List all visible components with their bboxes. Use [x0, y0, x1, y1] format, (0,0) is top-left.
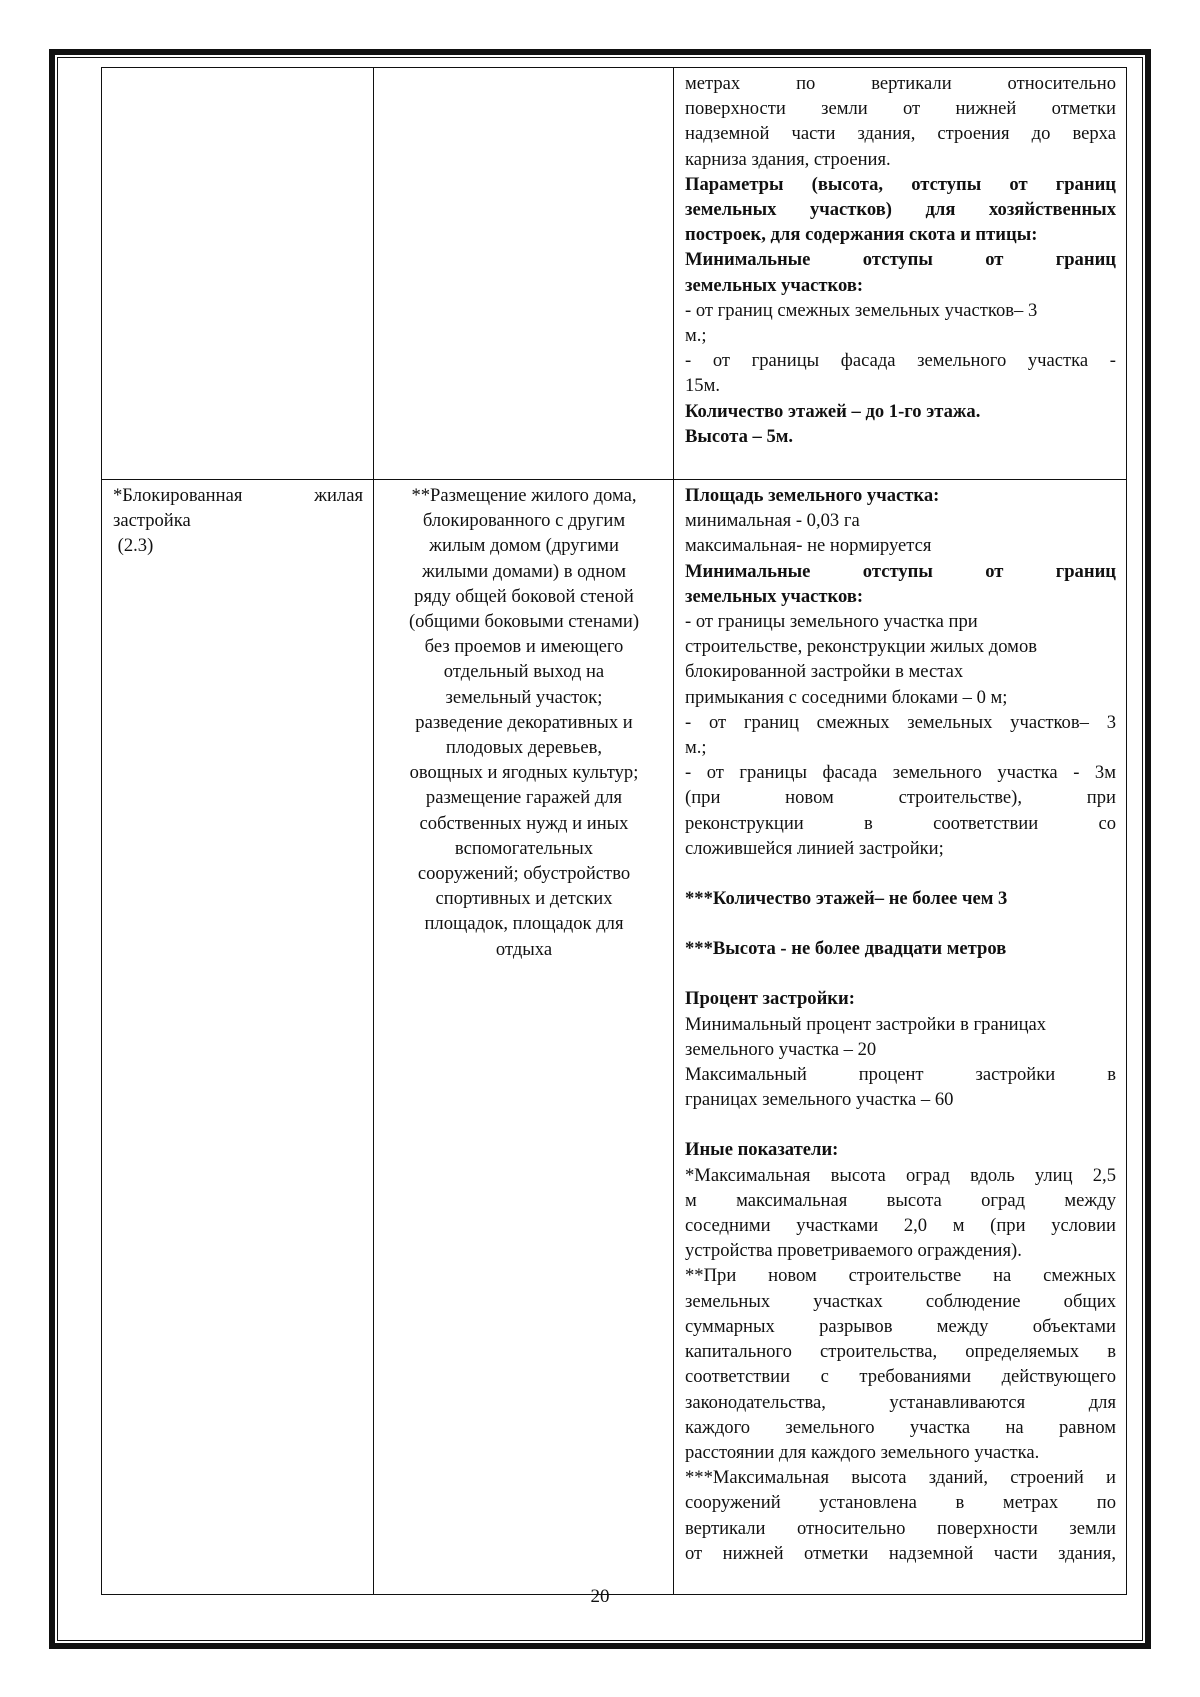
section-heading: построек, для содержания скота и птицы:	[685, 224, 1038, 246]
text-line: - от границы фасада земельного участка - 3м	[685, 762, 1116, 784]
use-type-name: *Блокированная жилая	[113, 485, 363, 506]
text-line: м.;	[685, 325, 707, 347]
text-line: карниза здания, строения.	[685, 148, 891, 170]
page-number: 20	[590, 1586, 610, 1607]
table-row	[102, 68, 1127, 480]
text-line: соответствии с требованиями действующего	[685, 1366, 1116, 1388]
text-line: - от границ смежных земельных участков– 3	[685, 711, 1116, 733]
text-line: - от границ смежных земельных участков– 3	[685, 299, 1038, 321]
section-heading: земельных участков) для хозяйственных	[685, 199, 1116, 221]
text-line: размещение гаражей для	[425, 787, 623, 809]
section-heading: Процент застройки:	[685, 988, 855, 1010]
text-line: - от границы земельного участка при	[685, 611, 978, 633]
spacer	[685, 1112, 1116, 1137]
text-line: без проемов и имеющего	[424, 636, 624, 658]
text-line: **При новом строительстве на смежных	[685, 1265, 1116, 1287]
text-line: законодательства, устанавливаются для	[685, 1391, 1116, 1413]
text-line: земельных участках соблюдение общих	[685, 1290, 1116, 1312]
text-line: метрах по вертикали относительно	[685, 73, 1116, 94]
spacer	[685, 961, 1116, 986]
cell-use-type	[102, 480, 374, 1595]
text-line: овощных и ягодных культур;	[409, 762, 639, 784]
text-line: разведение декоративных и	[415, 711, 633, 733]
text-line: отдыха	[495, 938, 553, 960]
section-heading: Минимальные отступы от границ	[685, 560, 1116, 582]
text-line: - от границы фасада земельного участка -	[685, 350, 1116, 372]
regulations-table	[101, 67, 1127, 1595]
text-line: Минимальный процент застройки в границах	[685, 1013, 1047, 1035]
use-type-name: застройка	[113, 510, 191, 532]
text-line: расстоянии для каждого земельного участка.	[685, 1441, 1040, 1463]
text-line: соседними участками 2,0 м (при условии	[685, 1215, 1116, 1237]
text-line: надземной части здания, строения до верха	[685, 123, 1116, 145]
text-line: каждого земельного участка на равном	[685, 1416, 1116, 1438]
text-line: жилым домом (другими	[429, 535, 619, 557]
text-line: *Максимальная высота оград вдоль улиц 2,5	[685, 1164, 1116, 1186]
cell-use-type	[102, 68, 374, 480]
text-line: земельного участка – 20	[685, 1038, 877, 1060]
table-row	[102, 480, 1127, 1595]
text-line: отдельный выход на	[443, 661, 605, 683]
text-line: земельный участок;	[445, 686, 603, 708]
spacer	[685, 861, 1116, 886]
text-line: вертикали относительно поверхности земли	[685, 1517, 1116, 1539]
text-line: м.;	[685, 737, 707, 759]
text-line: блокированного с другим	[422, 510, 626, 532]
section-heading: Площадь земельного участка:	[685, 485, 940, 506]
spacer	[685, 911, 1116, 936]
height-limit: ***Высота - не более двадцати метров	[685, 938, 1007, 960]
text-line: плодовых деревьев,	[445, 737, 603, 759]
section-heading: Минимальные отступы от границ	[685, 249, 1116, 271]
text-line: спортивных и детских	[435, 888, 613, 910]
text-line: сложившейся линией застройки;	[685, 837, 944, 859]
text-line: сооружений установлена в метрах по	[685, 1492, 1116, 1514]
text-line: ***Максимальная высота зданий, строений и	[685, 1467, 1116, 1489]
text-line: м максимальная высота оград между	[685, 1189, 1116, 1211]
height-limit: Высота – 5м.	[685, 425, 794, 447]
section-heading: земельных участков:	[685, 585, 864, 607]
text-line: капитального строительства, определяемых в	[685, 1341, 1116, 1363]
section-heading: Параметры (высота, отступы от границ	[685, 173, 1116, 195]
cell-parameters	[674, 68, 1127, 480]
cell-use-description	[374, 480, 674, 1595]
text-line: (при новом строительстве), при	[685, 787, 1116, 809]
text-line: реконструкции в соответствии со	[685, 812, 1116, 834]
text-line: поверхности земли от нижней отметки	[685, 98, 1116, 120]
text-line: минимальная - 0,03 га	[685, 510, 860, 532]
cell-use-description	[374, 68, 674, 480]
section-heading: Иные показатели:	[685, 1139, 839, 1161]
text-line: сооружений; обустройство	[417, 863, 631, 885]
text-line: строительстве, реконструкции жилых домов	[685, 636, 1038, 658]
text-line: суммарных разрывов между объектами	[685, 1315, 1116, 1337]
use-type-code: (2.3)	[113, 535, 154, 557]
text-line: примыкания с соседними блоками – 0 м;	[685, 686, 1008, 708]
text-line: вспомогательных	[454, 837, 594, 859]
text-line: границах земельного участка – 60	[685, 1089, 954, 1111]
floors-limit: ***Количество этажей– не более чем 3	[685, 888, 1008, 910]
text-line: 15м.	[685, 375, 721, 397]
cell-parameters	[674, 480, 1127, 1595]
text-line: от нижней отметки надземной части здания,	[685, 1542, 1116, 1564]
text-line: жилыми домами) в одном	[421, 560, 627, 582]
text-line: Максимальный процент застройки в	[685, 1064, 1116, 1086]
section-heading: земельных участков:	[685, 274, 864, 296]
floors-limit: Количество этажей – до 1-го этажа.	[685, 400, 981, 422]
text-line: блокированной застройки в местах	[685, 661, 964, 683]
text-line: ряду общей боковой стеной	[414, 585, 634, 607]
text-line: собственных нужд и иных	[419, 812, 629, 834]
text-line: максимальная- не нормируется	[685, 535, 932, 557]
text-line: устройства проветриваемого ограждения).	[685, 1240, 1022, 1262]
text-line: (общими боковыми стенами)	[408, 611, 640, 633]
text-line: площадок, площадок для	[424, 913, 624, 935]
text-line: **Размещение жилого дома,	[411, 485, 637, 506]
